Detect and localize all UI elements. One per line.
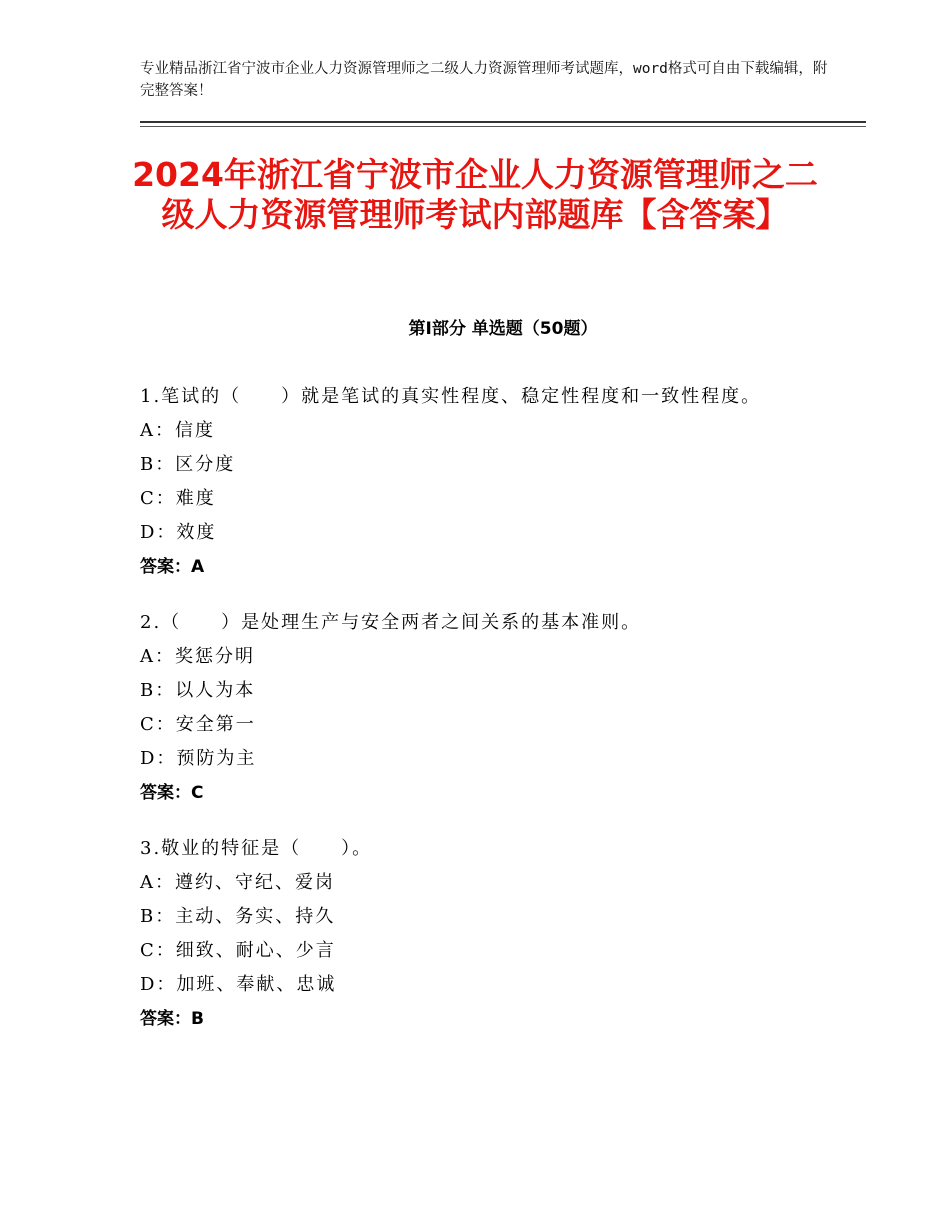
question-stem: 2.（ ）是处理生产与安全两者之间关系的基本准则。 bbox=[140, 612, 642, 633]
option-a: A：信度 bbox=[140, 420, 215, 441]
header-divider-thick bbox=[140, 121, 866, 123]
option-d: D：加班、奉献、忠诚 bbox=[140, 974, 337, 995]
header-note: 专业精品浙江省宁波市企业人力资源管理师之二级人力资源管理师考试题库，word格式可自由下载编辑，附完整答案！ bbox=[140, 61, 828, 99]
document-title: 2024年浙江省宁波市企业人力资源管理师之二级人力资源管理师考试内部题库【含答案】 bbox=[132, 155, 818, 234]
question-stem: 1.笔试的（ ）就是笔试的真实性程度、稳定性程度和一致性程度。 bbox=[140, 386, 762, 407]
option-d: D：预防为主 bbox=[140, 748, 257, 769]
option-c: C：细致、耐心、少言 bbox=[140, 940, 336, 961]
option-d: D：效度 bbox=[140, 522, 217, 543]
question-list bbox=[140, 380, 800, 1058]
option-c: C：难度 bbox=[140, 488, 216, 509]
option-b: B：主动、务实、持久 bbox=[140, 906, 336, 927]
question-stem: 3.敬业的特征是（ ）。 bbox=[140, 838, 373, 859]
option-a: A：遵约、守纪、爱岗 bbox=[140, 872, 335, 893]
question-3 bbox=[140, 832, 800, 1036]
question-1 bbox=[140, 380, 800, 584]
option-c: C：安全第一 bbox=[140, 714, 256, 735]
answer-line: 答案：C bbox=[140, 783, 204, 803]
section-title: 第Ⅰ部分 单选题（50题） bbox=[408, 319, 598, 339]
option-b: B：区分度 bbox=[140, 454, 236, 475]
option-a: A：奖惩分明 bbox=[140, 646, 255, 667]
answer-line: 答案：B bbox=[140, 1009, 204, 1029]
question-2 bbox=[140, 606, 800, 810]
option-b: B：以人为本 bbox=[140, 680, 256, 701]
header-divider-thin bbox=[140, 126, 866, 127]
answer-line: 答案：A bbox=[140, 557, 205, 577]
